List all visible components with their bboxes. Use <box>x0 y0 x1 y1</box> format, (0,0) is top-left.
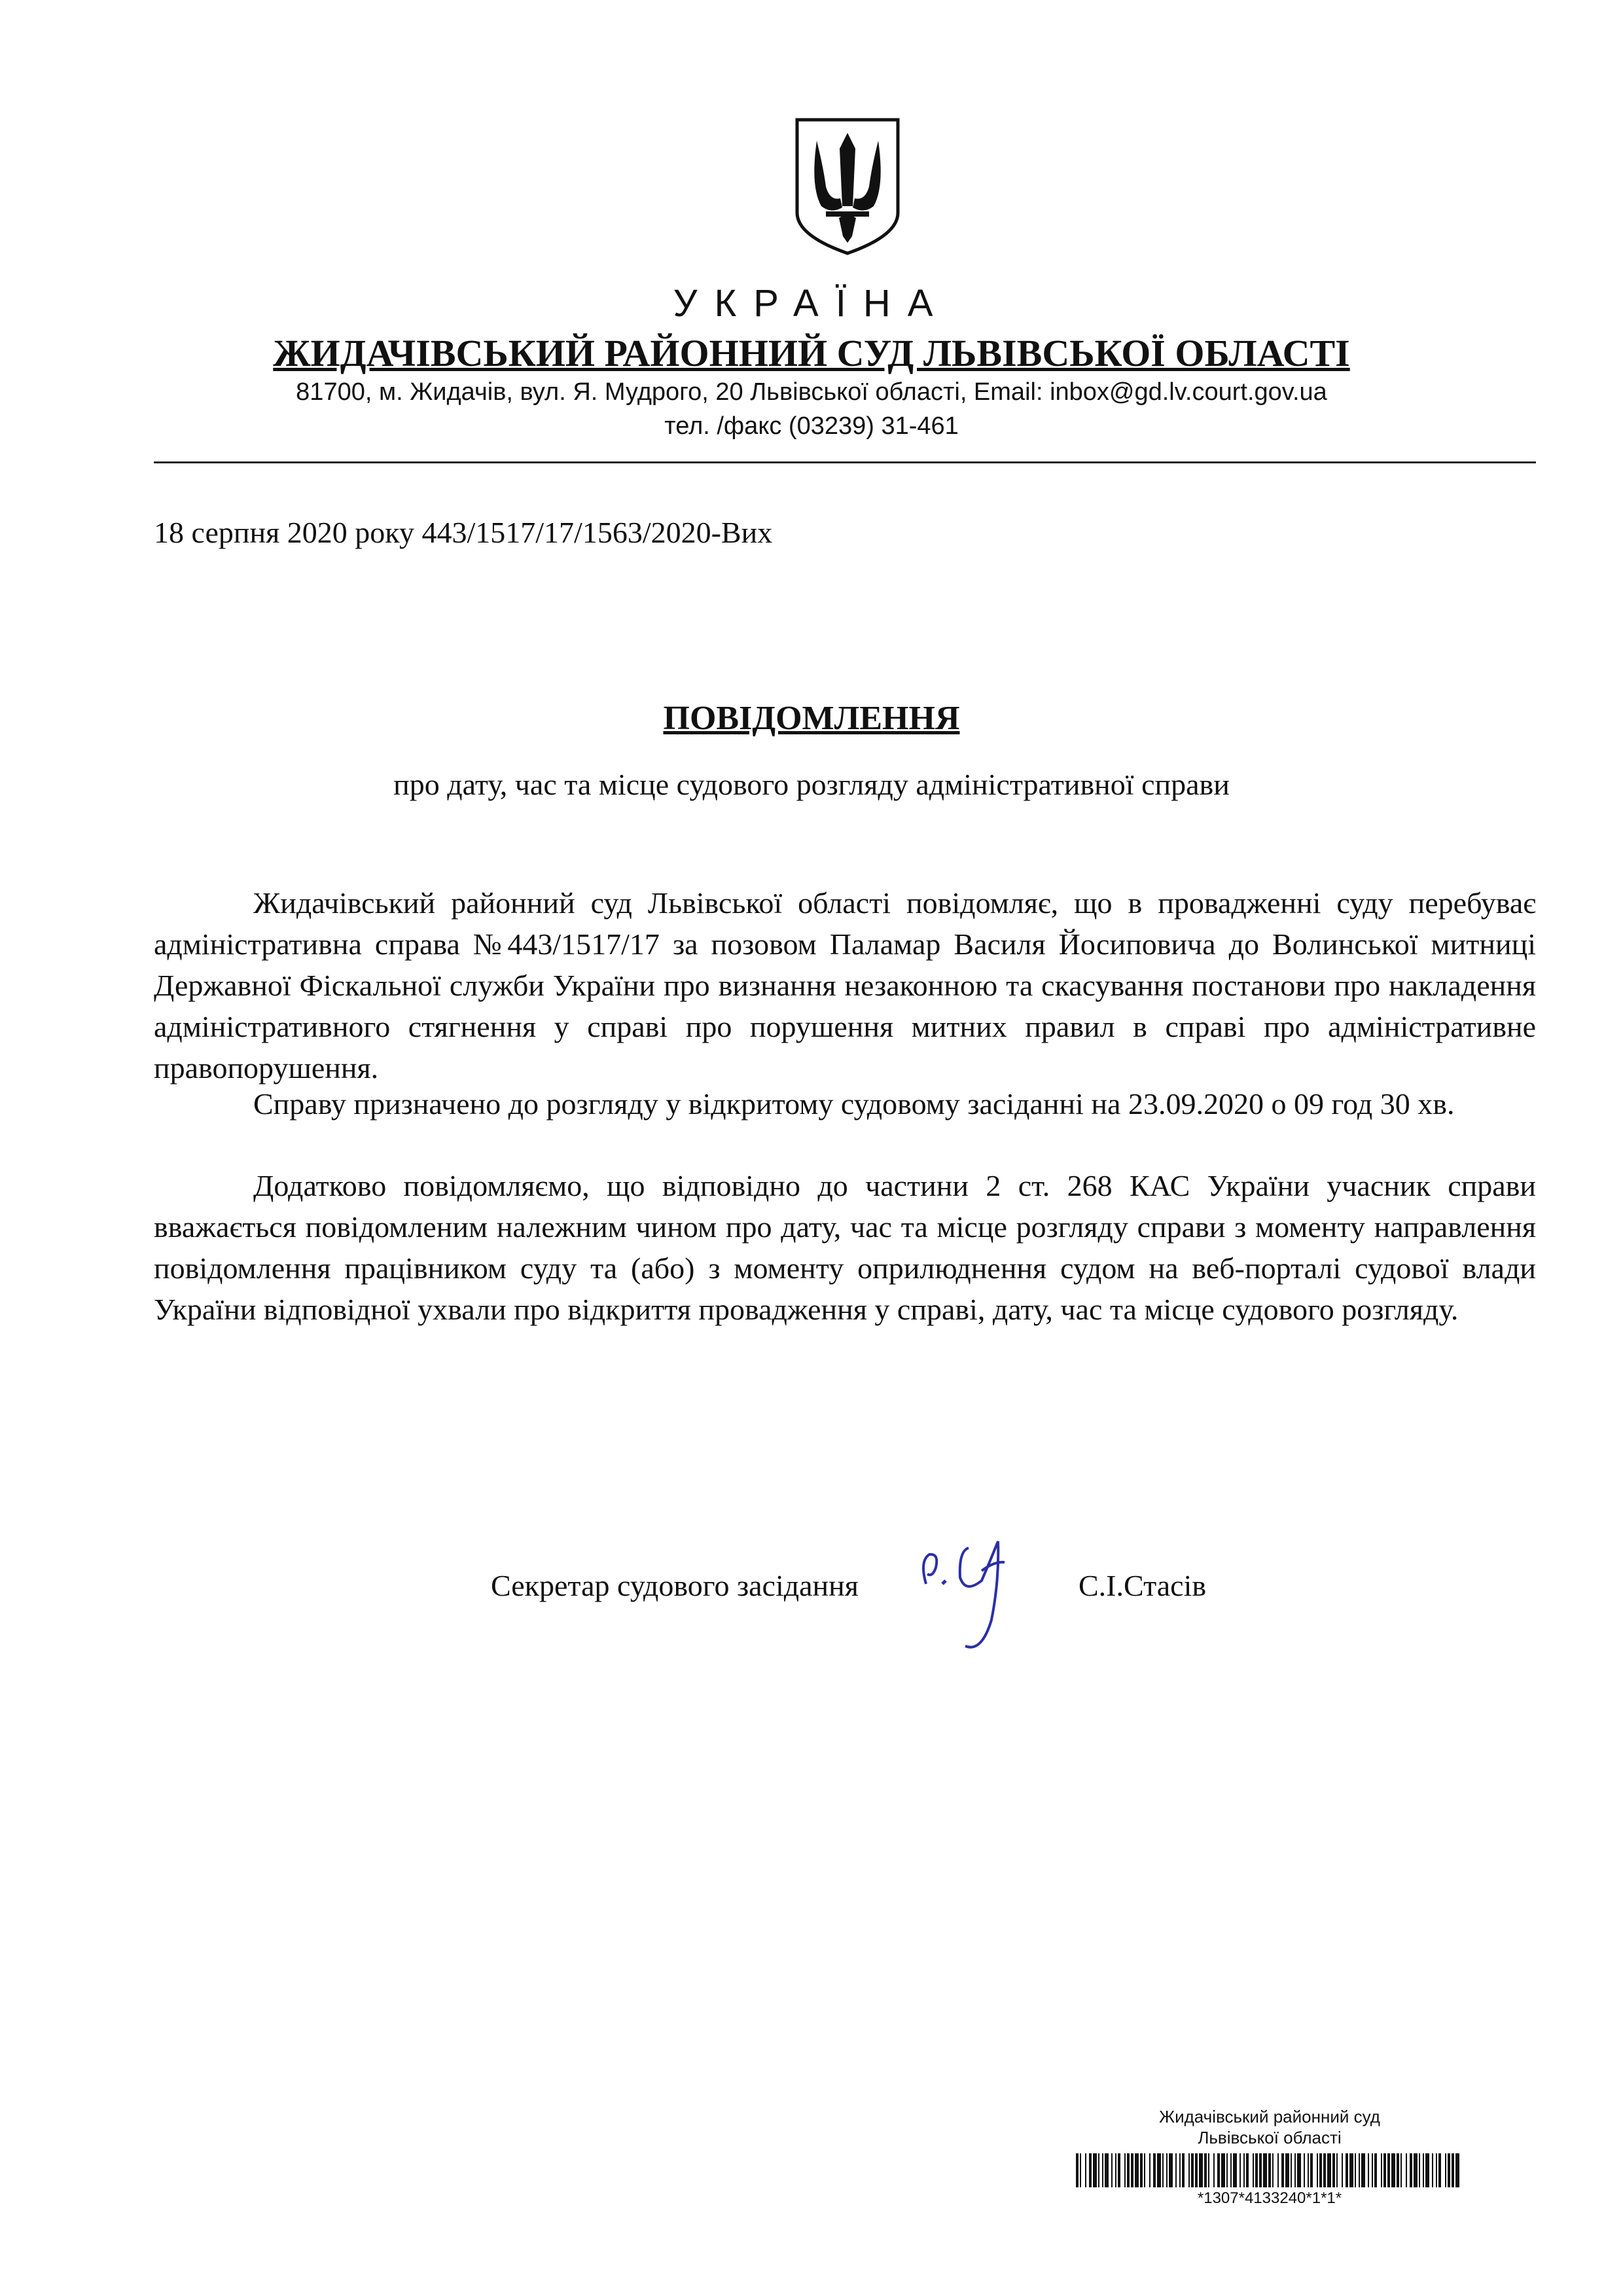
court-address: 81700, м. Жидачів, вул. Я. Мудрого, 20 Львівської області, Email: inbox@gd.lv.court.gov.ua <box>296 378 1327 406</box>
registration-stamp <box>1073 2106 1466 2148</box>
stamp-region-line: Львівської області <box>1198 2128 1342 2147</box>
body-paragraph-3: Додатково повідомляємо, що відповідно до частини 2 ст. 268 КАС України учасник справи вважається повідомленим належним чином про дату, час та місце розгляду справи з моменту направлення повідомлення працівником суду та (або) з моменту оприлюднення судом на веб-порталі судової влади України відповідної ухвали про відкриття провадження у справі, дату, час та місце судового розгляду. <box>154 1169 1536 1326</box>
body-paragraph-1: Жидачівський районний суд Львівської області повідомляє, що в провадженні суду перебуває адміністративна справа №443/1517/17 за позовом Паламар Василя Йосиповича до Волинської митниці Державної Фіскальної служби України про визнання незаконною та скасування постанови про накладення адміністративного стягнення у справі про порушення митних правил в справі про адміністративне правопорушення. <box>154 886 1536 1085</box>
trident-emblem-icon <box>792 115 903 259</box>
document-title: ПОВІДОМЛЕННЯ <box>663 700 960 737</box>
signatory-role: Секретар судового засідання <box>491 1569 859 1602</box>
document-subtitle: про дату, час та місце судового розгляду адміністративної справи <box>393 768 1230 801</box>
outgoing-number: 18 серпня 2020 року 443/1517/17/1563/2020-Вих <box>154 516 773 549</box>
court-phone: тел. /факс (03239) 31-461 <box>664 412 959 440</box>
court-name-heading: ЖИДАЧІВСЬКИЙ РАЙОННИЙ СУД ЛЬВІВСЬКОЇ ОБЛАСТІ <box>273 332 1350 374</box>
barcode-number: *1307*4133240*1*1* <box>1197 2189 1342 2207</box>
header-divider <box>154 461 1536 463</box>
handwritten-signature <box>913 1522 1063 1666</box>
stamp-court-line: Жидачівський районний суд <box>1159 2107 1380 2126</box>
country-heading: УКРАЇНА <box>673 282 950 325</box>
signatory-name: С.І.Стасів <box>1079 1569 1207 1602</box>
barcode <box>1073 2153 1466 2187</box>
body-paragraph-2: Справу призначено до розгляду у відкритому судовому засіданні на 23.09.2020 о 09 год 30 хв. <box>253 1087 1455 1121</box>
